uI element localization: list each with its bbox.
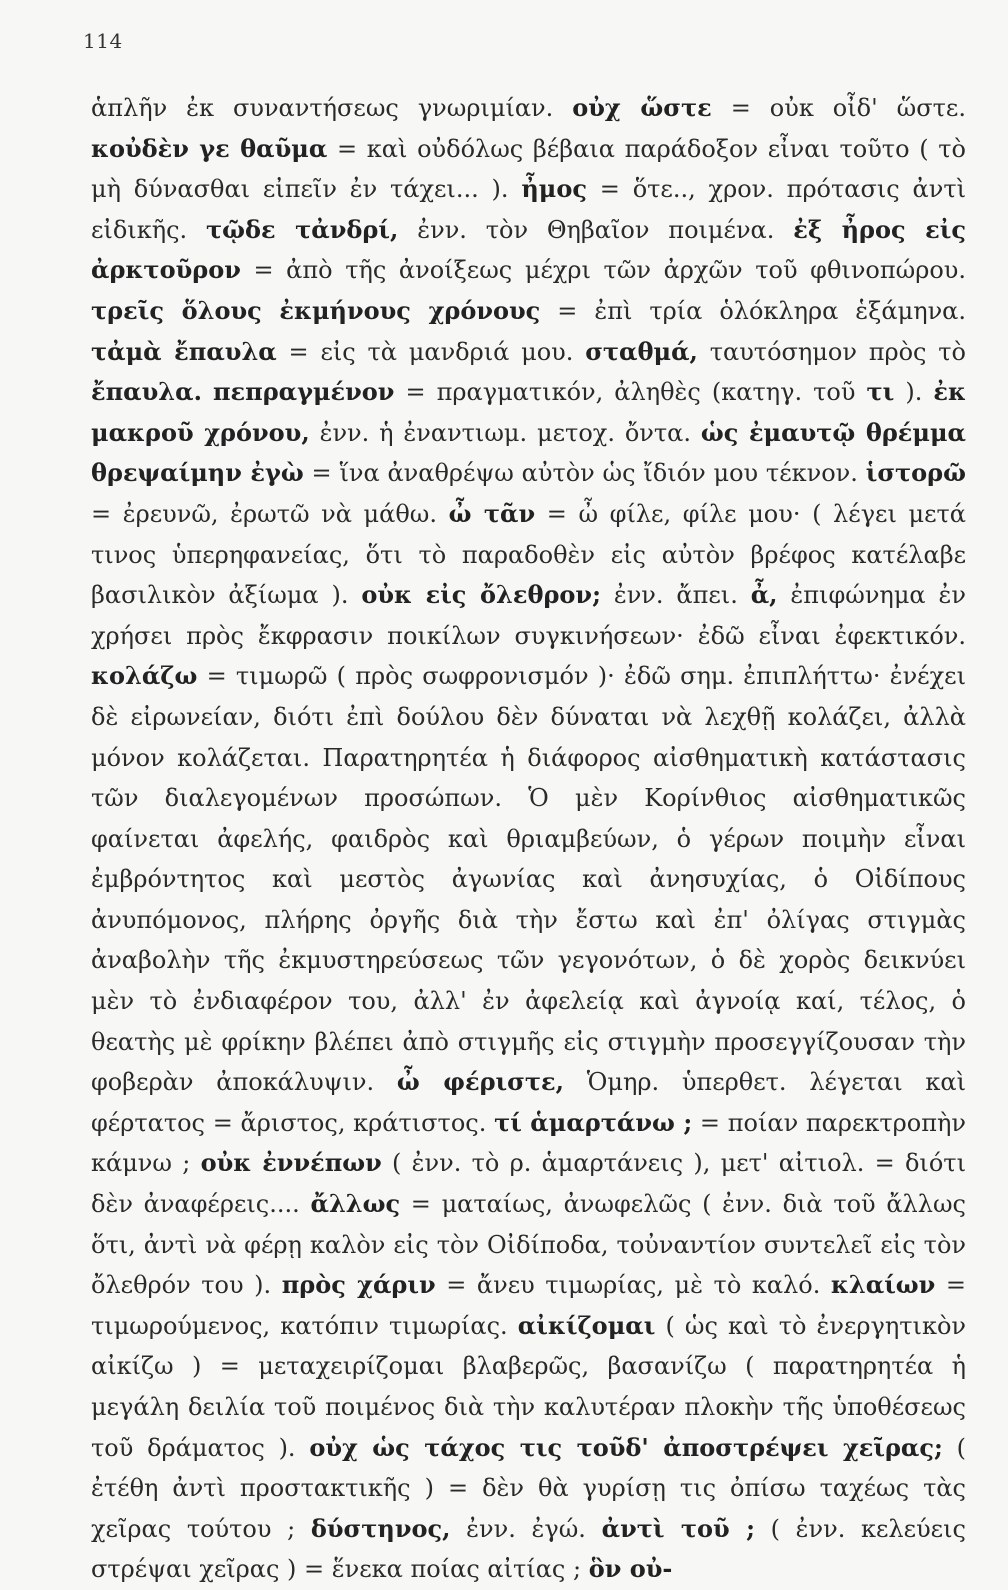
commentary-text bbox=[91, 88, 966, 1590]
text-run: = τιμωρῶ ( πρὸς σωφρονισμόν )· ἐδῶ σημ. ἐπιπλήττω· ἐνέχει δὲ εἰρωνείαν, διότι ἐπὶ δούλου δὲν δύναται νὰ λεχθῇ κολάζει, ἀλλὰ μόνον κολάζεται. Παρατηρητέα ἡ διάφορος αἰσθηματικὴ κατάστασις τῶν διαλεγομένων προσώπων. Ὁ μὲν Κορίνθιος αἰσθηματικῶς φαίνεται ἀφελής, φαιδρὸς καὶ θριαμβεύων, ὁ γέρων ποιμὴν εἶναι ἐμβρόντητος καὶ μεστὸς ἀγωνίας καὶ ἀνησυχίας, ὁ Οἰδίπους ἀνυπόμονος, πλήρης ὀργῆς διὰ τὴν ἔστω καὶ ἐπ' ὀλίγας στιγμὰς ἀναβολὴν τῆς ἐκμυστηρεύσεως τῶν γεγονότων, ὁ δὲ χορὸς δεικνύει μὲν τὸ ἐνδιαφέρον του, ἀλλ' ἐν ἀφελείᾳ καὶ ἀγνοίᾳ καί, τέλος, ὁ θεατὴς μὲ φρίκην βλέπει ἀπὸ στιγμῆς εἰς στιγμὴν προσεγγίζουσαν τὴν φοβερὰν ἀποκάλυψιν. bbox=[91, 662, 966, 1097]
text-run: ). bbox=[905, 378, 923, 407]
text-run: = εἰς τὰ μανδριά μου. bbox=[288, 337, 574, 366]
text-run: ἐνν. ἄπει. bbox=[613, 581, 738, 610]
text-run: ἁπλῆν ἐκ συναντήσεως γνωριμίαν. bbox=[91, 94, 554, 122]
text-run: = ποίαν παρεκτροπὴν κάμνω ; bbox=[91, 1108, 966, 1178]
lemma: ἐξ ἦρος εἰς ἀρκτοῦρον bbox=[91, 214, 966, 285]
lemma: τρεῖς ὅλους ἐκμήνους χρόνους bbox=[91, 295, 541, 325]
text-run: = ἐρευνῶ, ἐρωτῶ νὰ μάθω. bbox=[91, 499, 438, 528]
lemma: ὦ φέριστε, bbox=[396, 1067, 564, 1097]
text-run: ἐνν. ἐγώ. bbox=[466, 1514, 586, 1543]
lemma: κοὐδὲν γε θαῦμα bbox=[91, 133, 328, 163]
text-run: ( ἐνν. κελεύεις στρέψαι χεῖρας ) = ἕνεκα ποίας αἰτίας ; bbox=[91, 1514, 966, 1584]
text-run: ἐνν. ἡ ἐναντιωμ. μετοχ. ὄντα. bbox=[319, 418, 691, 447]
text-run: = πραγματικόν, ἀληθὲς (κατηγ. τοῦ bbox=[405, 378, 856, 407]
page-number: 114 bbox=[83, 29, 123, 53]
lemma: τί ἁμαρτάνω ; bbox=[494, 1107, 693, 1137]
text-run: = ὦ φίλε, φίλε μου· ( λέγει μετά τινος ὑπερηφανείας, ὅτι τὸ παραδοθὲν εἰς αὐτὸν βρέφος κατέλαβε βασιλικὸν ἀξίωμα ). bbox=[91, 499, 967, 610]
lemma: οὐκ εἰς ὄλεθρον; bbox=[361, 580, 601, 610]
text-run: = ἵνα ἀναθρέψω αὐτὸν ὡς ἴδιόν μου τέκνον. bbox=[311, 459, 858, 488]
lemma: ὡς ἐμαυτῷ θρέμμα θρεψαίμην ἐγὼ bbox=[91, 417, 966, 488]
text-run: = τιμωρούμενος, κατόπιν τιμωρίας. bbox=[91, 1271, 966, 1340]
lemma: δύστηνος, bbox=[310, 1513, 451, 1543]
lemma: πρὸς χάριν bbox=[281, 1270, 436, 1300]
lemma: πεπραγμένον bbox=[212, 377, 395, 407]
lemma: ἔπαυλα. bbox=[91, 377, 202, 407]
lemma: ὃν οὐ- bbox=[588, 1554, 673, 1584]
lemma: οὐκ ἐννέπων bbox=[200, 1148, 382, 1178]
lemma: ἀντὶ τοῦ ; bbox=[601, 1513, 755, 1543]
lemma: κολάζω bbox=[91, 661, 198, 691]
text-run: = καὶ οὐδόλως βέβαια παράδοξον εἶναι τοῦτο ( τὸ μὴ δύνασθαι εἰπεῖν ἐν τάχει... ). bbox=[91, 134, 966, 204]
text-run: = ἄνευ τιμωρίας, μὲ τὸ καλό. bbox=[446, 1271, 821, 1300]
text-run: ( ἐνν. τὸ ρ. ἁμαρτάνεις ), μετ' αἰτιολ. = διότι δὲν ἀναφέρεις.... bbox=[91, 1149, 966, 1219]
lemma: κλαίων bbox=[830, 1270, 936, 1300]
lemma: σταθμά, bbox=[585, 336, 698, 366]
text-run: ( ὡς καὶ τὸ ἐνεργητικὸν αἰκίζω ) = μεταχειρίζομαι βλαβερῶς, βασανίζω ( παρατηρητέα ἡ μεγάλη δειλία τοῦ ποιμένος διὰ τὴν καλυτέραν πλοκὴν τῆς ὑποθέσεως τοῦ δράματος ). bbox=[91, 1311, 966, 1462]
text-run: Ὁμηρ. ὑπερθετ. λέγεται καὶ φέρτατος = ἄριστος, κράτιστος. bbox=[91, 1068, 967, 1137]
text-run: = ἐπὶ τρία ὁλόκληρα ἑξάμηνα. bbox=[557, 296, 966, 325]
lemma: τι bbox=[866, 377, 895, 407]
text-run: = ἀπὸ τῆς ἀνοίξεως μέχρι τῶν ἀρχῶν τοῦ φθινοπώρου. bbox=[253, 256, 966, 285]
lemma: οὐχ ὡς τάχος τις τοῦδ' ἀποστρέψει χεῖρας; bbox=[309, 1432, 943, 1462]
lemma: τῷδε τἀνδρί, bbox=[206, 214, 399, 244]
text-run: = ὅτε.., χρον. πρότασις ἀντὶ εἰδικῆς. bbox=[91, 175, 967, 244]
text-run: = ματαίως, ἀνωφελῶς ( ἐνν. διὰ τοῦ ἄλλως ὅτι, ἀντὶ νὰ φέρῃ καλὸν εἰς τὸν Οἰδίποδα, τοὐναντίον συντελεῖ εἰς τὸν ὄλεθρόν του ). bbox=[91, 1190, 966, 1300]
lemma: ὦ τᾶν bbox=[448, 498, 536, 528]
lemma: ἦμος bbox=[521, 174, 587, 204]
text-run: ἐνν. τὸν Θηβαῖον ποιμένα. bbox=[417, 215, 775, 244]
lemma: ἐκ μακροῦ χρόνου, bbox=[91, 377, 966, 447]
lemma: ἱστορῶ bbox=[865, 458, 966, 488]
lemma: ἄλλως bbox=[310, 1189, 401, 1219]
text-run: ἐπιφώνημα ἐν χρήσει πρὸς ἔκφρασιν ποικίλων συγκινήσεων· ἐδῶ εἶναι ἐφεκτικόν. bbox=[91, 581, 966, 650]
lemma: οὐχ ὥστε bbox=[572, 93, 712, 122]
text-run: = οὐκ οἶδ' ὥστε. bbox=[730, 94, 966, 122]
text-run: ταυτόσημον πρὸς τὸ bbox=[709, 337, 966, 366]
text-run: ( ἐτέθη ἀντὶ προστακτικῆς ) = δὲν θὰ γυρίσῃ τις ὀπίσω ταχέως τὰς χεῖρας τούτου ; bbox=[91, 1433, 966, 1543]
lemma: τἀμὰ ἔπαυλα bbox=[91, 336, 277, 366]
lemma: ἆ, bbox=[750, 580, 778, 610]
lemma: αἰκίζομαι bbox=[517, 1310, 656, 1340]
